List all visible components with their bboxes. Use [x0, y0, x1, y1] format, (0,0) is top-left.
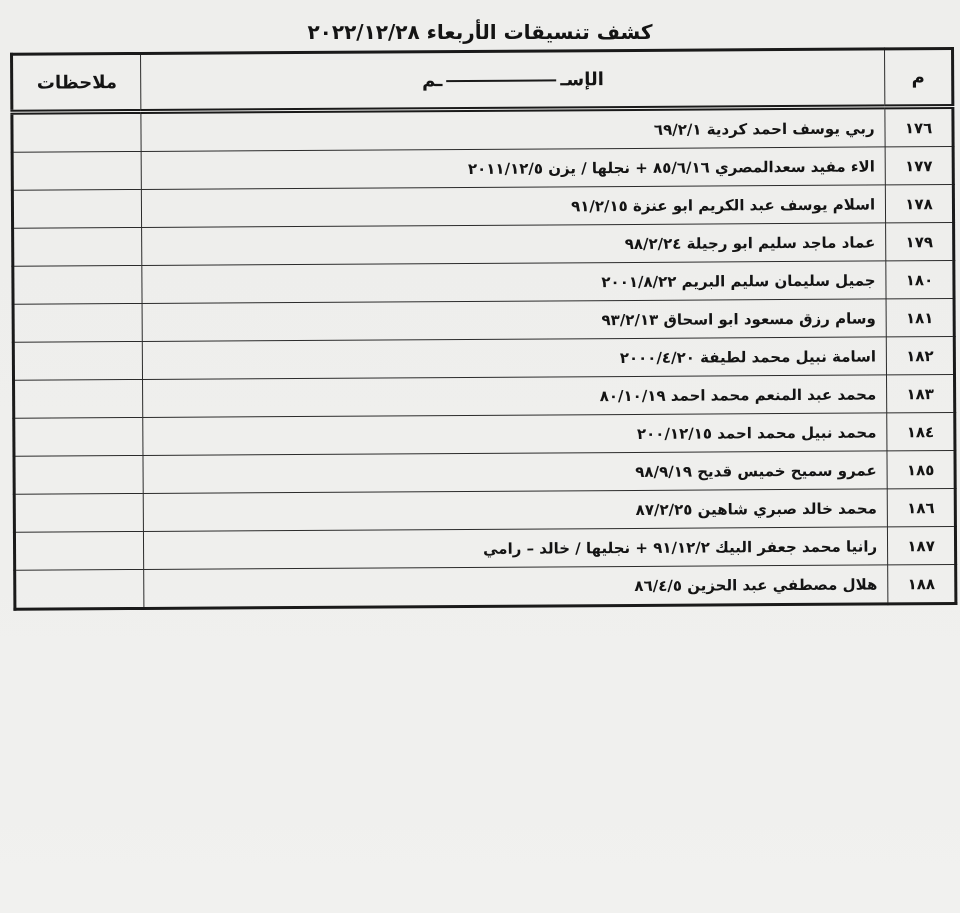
row-name: جميل سليمان سليم البريم ٢٠٠١/٨/٢٢ — [142, 261, 886, 304]
table-row — [12, 147, 953, 191]
row-number: ١٧٩ — [886, 223, 954, 261]
row-number: ١٨٦ — [887, 489, 955, 527]
header-name-text: الإسـ — [560, 68, 604, 90]
header-name-tail: ـم — [421, 69, 443, 91]
header-name — [141, 49, 885, 112]
row-number: ١٧٧ — [885, 147, 953, 185]
row-number: ١٨٥ — [887, 451, 955, 489]
table-row — [12, 107, 953, 153]
table-row — [14, 489, 955, 533]
table-row — [15, 564, 956, 609]
row-number: ١٨٣ — [887, 375, 955, 413]
table-row — [13, 261, 954, 305]
row-number: ١٨٢ — [886, 337, 954, 375]
row-notes — [14, 417, 144, 456]
row-name: هلال مصطفي عبد الحزين ٨٦/٤/٥ — [144, 565, 888, 609]
table-row — [13, 223, 954, 267]
row-notes — [14, 379, 144, 418]
row-name: وسام رزق مسعود ابو اسحاق ٩٣/٢/١٣ — [142, 299, 886, 342]
row-notes — [15, 569, 145, 609]
row-name: ربي يوسف احمد كردية ٦٩/٢/١ — [141, 107, 885, 152]
row-name: اسامة نبيل محمد لطيفة ٢٠٠٠/٤/٢٠ — [143, 337, 887, 380]
row-name: عمرو سميح خميس قديح ٩٨/٩/١٩ — [143, 451, 887, 494]
row-notes — [14, 531, 144, 570]
table-row — [14, 451, 955, 495]
row-number: ١٨٠ — [886, 261, 954, 299]
row-name: رانيا محمد جعفر البيك ٩١/١٢/٢ + نجليها / خالد – رامي — [144, 527, 888, 570]
document-title: كشف تنسيقات الأربعاء ٢٠٢٢/١٢/٢٨ — [307, 20, 653, 44]
names-table — [10, 47, 957, 611]
row-name: اسلام يوسف عبد الكريم ابو عنزة ٩١/٢/١٥ — [142, 185, 886, 228]
row-number: ١٨٤ — [887, 413, 955, 451]
row-notes — [12, 151, 142, 190]
table-row — [13, 337, 954, 381]
header-number: م — [885, 49, 953, 107]
table-row — [13, 299, 954, 343]
row-notes — [12, 189, 142, 228]
row-number: ١٧٨ — [885, 185, 953, 223]
row-number: ١٨٧ — [888, 527, 956, 565]
row-name: الاء مفيد سعدالمصري ٨٥/٦/١٦ + نجلها / يزن ٢٠١١/١٢/٥ — [142, 147, 886, 190]
table-row — [12, 185, 953, 229]
row-notes — [13, 303, 143, 342]
row-notes — [14, 493, 144, 532]
row-number: ١٨٨ — [888, 564, 956, 603]
table-row — [14, 375, 955, 419]
row-notes — [12, 111, 142, 152]
row-name: عماد ماجد سليم ابو رجيلة ٩٨/٢/٢٤ — [142, 223, 886, 266]
table-row — [14, 527, 955, 571]
row-number: ١٨١ — [886, 299, 954, 337]
header-name-underline — [446, 79, 556, 82]
row-name: محمد خالد صبري شاهين ٨٧/٢/٢٥ — [144, 489, 888, 532]
row-name: محمد عبد المنعم محمد احمد ٨٠/١٠/١٩ — [143, 375, 887, 418]
table-body — [12, 107, 956, 610]
row-number: ١٧٦ — [885, 107, 953, 147]
row-notes — [14, 455, 144, 494]
table-row — [14, 413, 955, 457]
row-notes — [13, 227, 143, 266]
row-name: محمد نبيل محمد احمد ٢٠٠/١٢/١٥ — [143, 413, 887, 456]
row-notes — [13, 265, 143, 304]
row-notes — [13, 341, 143, 380]
table-header-row — [12, 49, 953, 113]
header-notes: ملاحظات — [12, 53, 142, 112]
